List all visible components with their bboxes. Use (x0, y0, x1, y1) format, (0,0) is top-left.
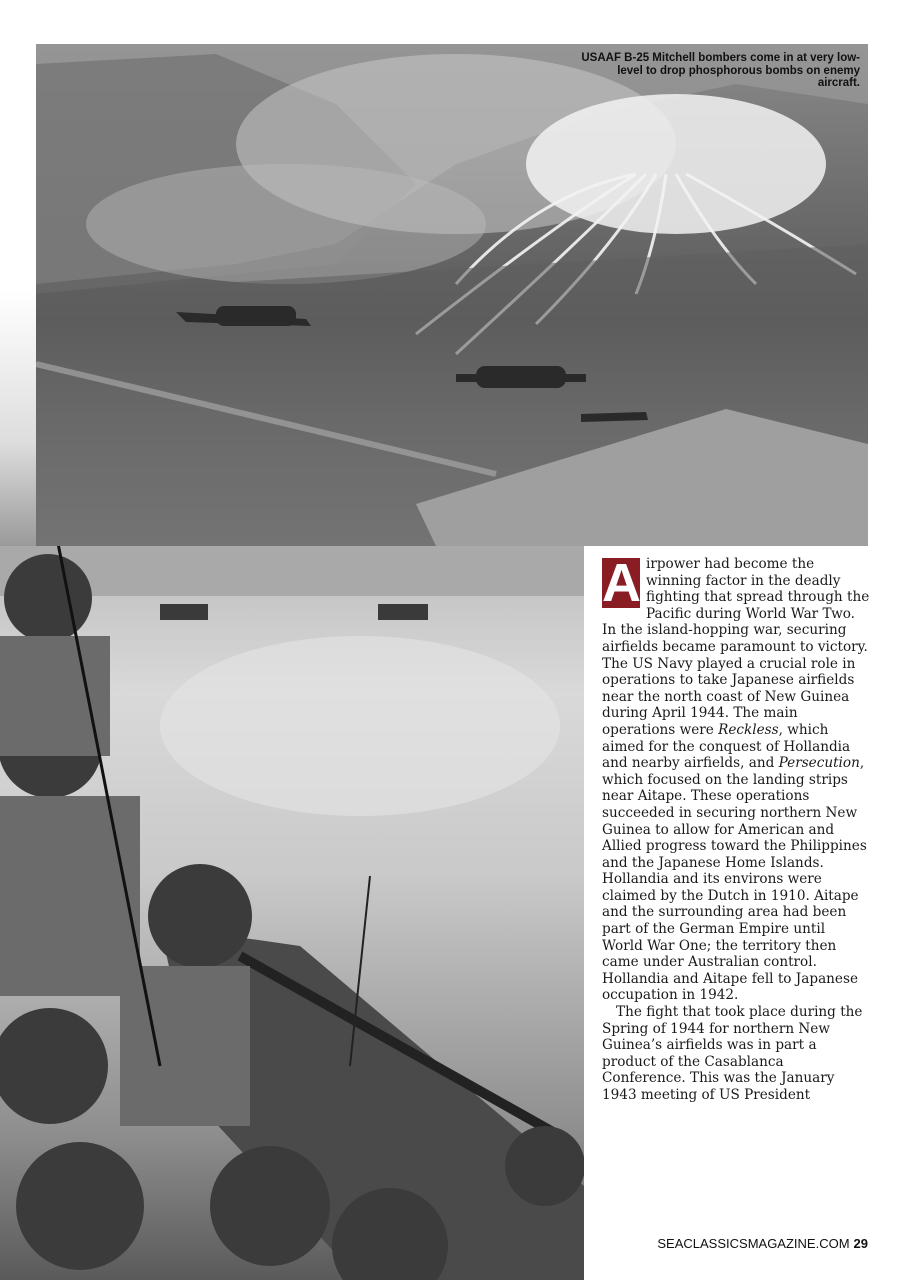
article-body (602, 553, 870, 1104)
p1-mid-text: , which aimed for the conquest of Hollandia and nearby airfields, and (602, 721, 851, 772)
photo-caption: USAAF B-25 Mitchell bombers come in at very low-level to drop phosphorous bombs on enemy aircraft. (581, 52, 860, 89)
magazine-site: SEACLASSICSMAGAZINE.COM (657, 1236, 850, 1251)
operation-reckless: Reckless (718, 721, 779, 738)
airfield-photo-illustration (36, 44, 868, 546)
drop-cap: A (602, 553, 641, 613)
page-number: 29 (853, 1236, 868, 1251)
landing-craft-illustration (0, 546, 584, 1280)
article-paragraph-2: The fight that took place during the Spring of 1944 for northern New Guinea’s airfields was in part a product of the Casablanca Conference. This was the January 1943 meeting of US President (602, 1004, 863, 1103)
article-paragraph-1 (602, 553, 870, 1004)
p1-lead-text: irpower had become the winning factor in the deadly fighting that spread through the Pacific during World War Two. In the island-hopping war, securing airfields became paramount to victory. The US Navy played a crucial role in operations to take Japanese airfields near the north coast of New Guinea during April 1944. The main operations were (602, 556, 870, 738)
airfield-bombing-photo (36, 44, 868, 546)
edge-photo-strip (0, 290, 36, 546)
p1-tail-text: , which focused on the landing strips near Aitape. These operations succeeded in securing northern New Guinea to allow for American and Allied progress toward the Philippines and the Japanese Home Islands. Hollandia and its environs were claimed by the Dutch in 1910. Aitape and the surrounding area had been part of the German Empire until World War One; the territory then came under Australian control. Hollandia and Aitape fell to Japanese occupation in 1942. (602, 755, 867, 1004)
operation-persecution: Persecution (778, 755, 860, 772)
landing-craft-photo (0, 546, 584, 1280)
page-footer (657, 1236, 868, 1251)
